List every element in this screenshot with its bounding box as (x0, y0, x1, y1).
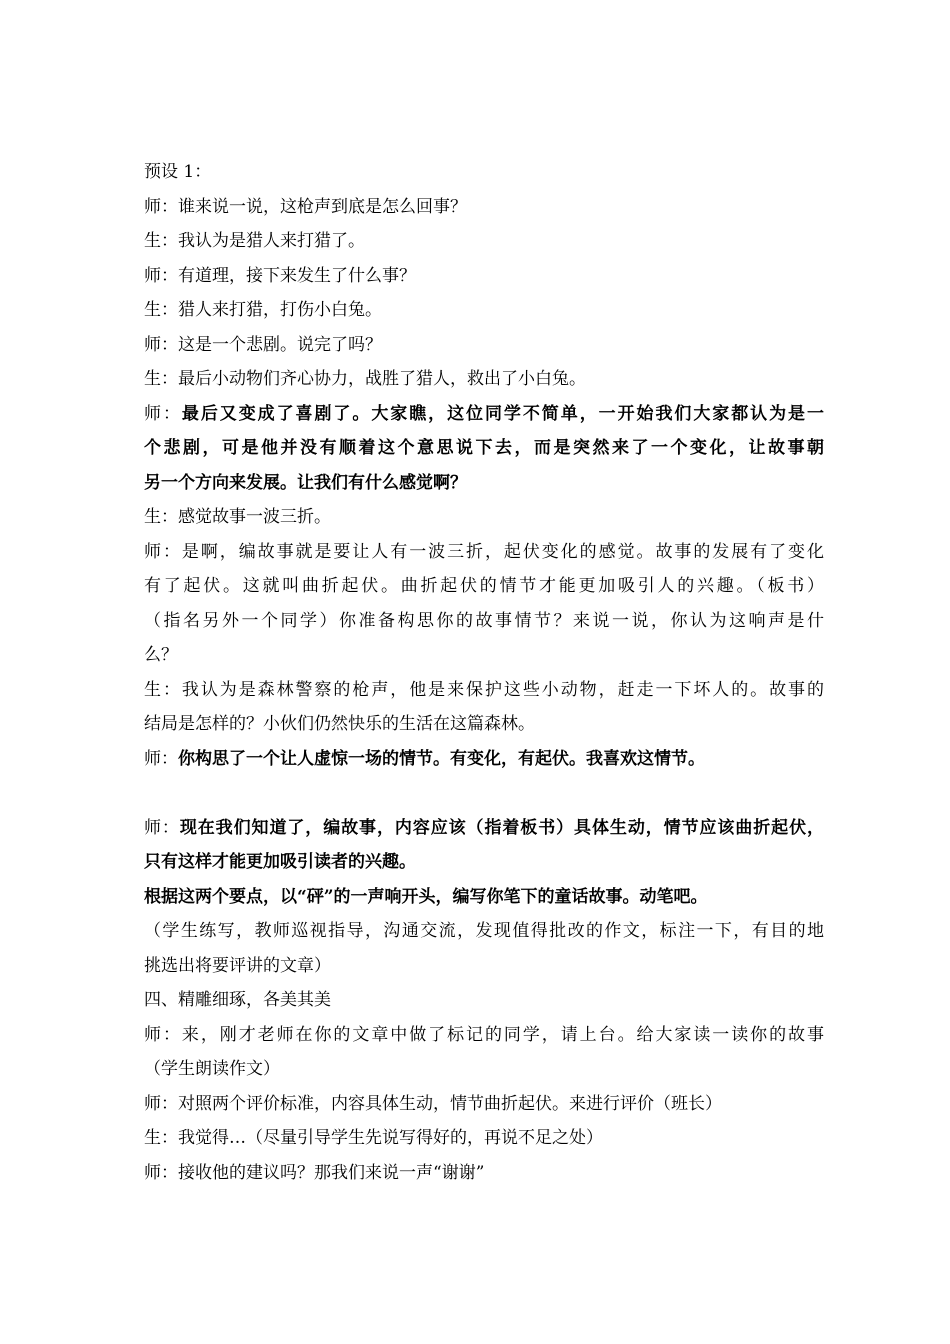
bold-text: 你构思了一个让人虚惊一场的情节。有变化，有起伏。我喜欢这情节。 (178, 748, 705, 769)
text-line-teacher-bold (144, 397, 824, 432)
text-line-bold: 只有这样才能更加吸引读者的兴趣。 (144, 852, 416, 872)
section-heading: 四、精雕细琢，各美其美 (144, 990, 331, 1010)
text-line-teacher: 师：谁来说一说，这枪声到底是怎么回事？ (144, 196, 467, 217)
text-line-teacher: 师：来，刚才老师在你的文章中做了标记的同学，请上台。给大家读一读你的故事 (144, 1024, 824, 1045)
speaker-prefix: 师： (144, 748, 178, 769)
text-line-student: 生：最后小动物们齐心协力，战胜了猎人，救出了小白兔。 (144, 369, 586, 389)
document-page (144, 155, 824, 1190)
text-line-preset-heading: 预设 1： (144, 162, 212, 182)
text-line-student: 生：猎人来打猎，打伤小白兔。 (144, 300, 382, 320)
text-line-teacher-bold (144, 811, 824, 846)
text-line: 有了起伏。这就叫曲折起伏。曲折起伏的情节才能更加吸引人的兴趣。（板书） (144, 576, 824, 596)
text-line-student: 生：我认为是森林警察的枪声，他是来保护这些小动物，赶走一下坏人的。故事的 (144, 679, 824, 700)
text-line-student: 生：感觉故事一波三折。 (144, 507, 331, 527)
text-line-student: 生：我觉得…（尽量引导学生先说写得好的，再说不足之处） (144, 1128, 603, 1148)
text-line-bold: 另一个方向来发展。让我们有什么感觉啊？ (144, 472, 467, 493)
text-line-bold: 个悲剧，可是他并没有顺着这个意思说下去，而是突然来了一个变化，让故事朝 (144, 438, 824, 458)
bold-text: 现在我们知道了，编故事，内容应该（指着板书）具体生动，情节应该曲折起伏， (179, 817, 825, 838)
text-line-teacher: 师：这是一个悲剧。说完了吗？ (144, 334, 382, 355)
text-line-teacher: 师：对照两个评价标准，内容具体生动，情节曲折起伏。来进行评价（班长） (144, 1093, 722, 1114)
text-line: 结局是怎样的？小伙们仍然快乐的生活在这篇森林。 (144, 714, 535, 734)
text-line: （学生朗读作文） (144, 1059, 280, 1079)
text-line: 么？ (144, 645, 178, 665)
text-line-teacher-bold (144, 742, 824, 777)
text-line-bold: 根据这两个要点，以“砰”的一声响开头，编写你笔下的童话故事。动笔吧。 (144, 886, 708, 907)
text-line: 挑选出将要评讲的文章） (144, 955, 331, 976)
text-line-student: 生：我认为是猎人来打猎了。 (144, 231, 365, 251)
text-line: （指名另外一个同学）你准备构思你的故事情节？来说一说，你认为这响声是什 (144, 610, 824, 631)
bold-text: 最后又变成了喜剧了。大家瞧，这位同学不简单，一开始我们大家都认为是一 (181, 403, 825, 424)
speaker-prefix: 师： (144, 817, 180, 838)
text-line-teacher: 师：接收他的建议吗？那我们来说一声“谢谢” (144, 1162, 485, 1183)
text-line-teacher: 师：是啊，编故事就是要让人有一波三折，起伏变化的感觉。故事的发展有了变化 (144, 541, 824, 562)
text-line-teacher: 师：有道理，接下来发生了什么事？ (144, 265, 416, 286)
speaker-prefix: 师： (144, 403, 182, 424)
text-line: （学生练写，教师巡视指导，沟通交流，发现值得批改的作文，标注一下，有目的地 (144, 921, 824, 941)
blank-line (144, 776, 824, 811)
